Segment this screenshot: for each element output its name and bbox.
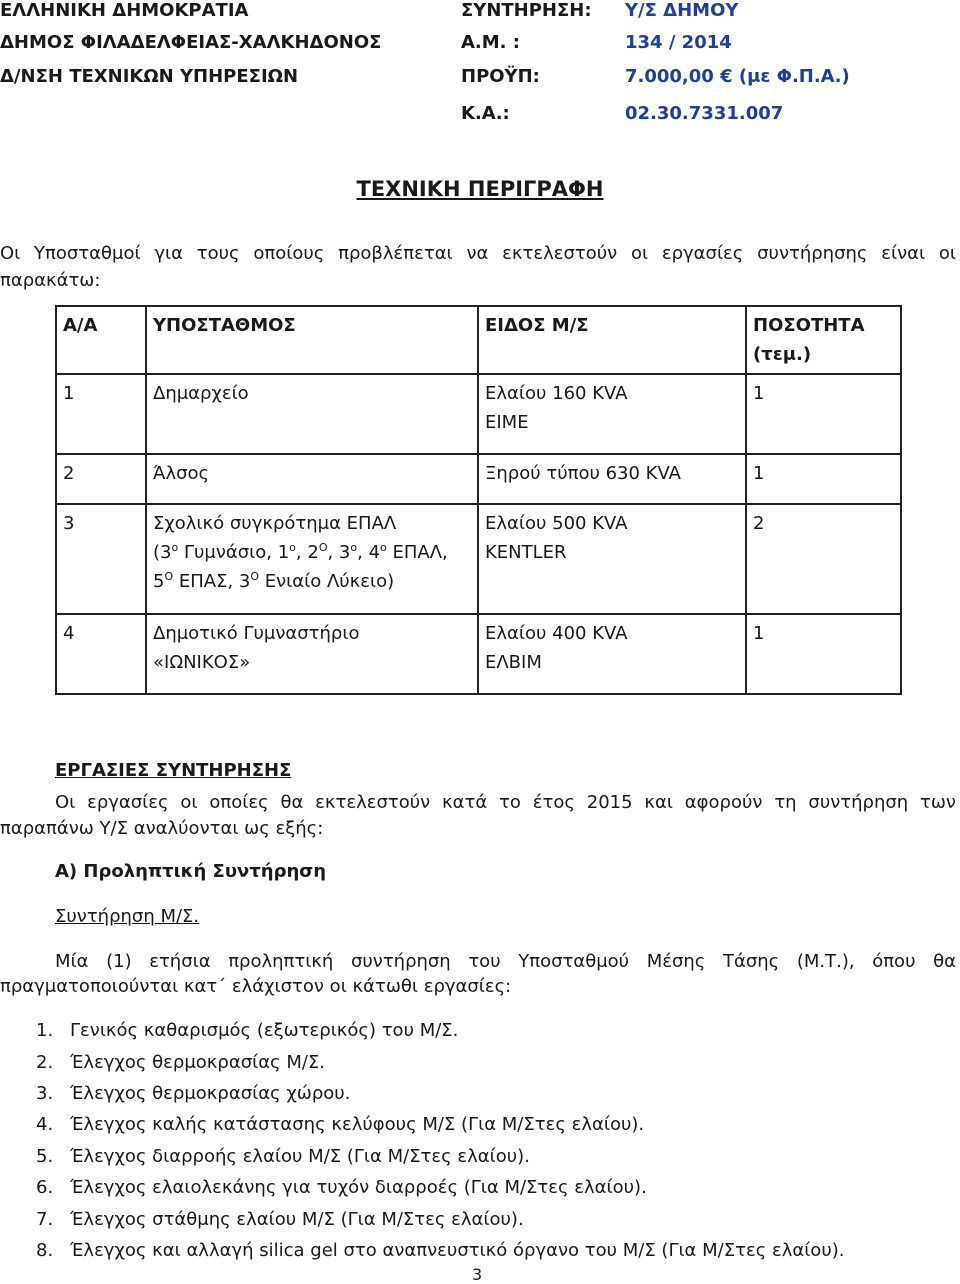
header-org-line3: Δ/ΝΣΗ ΤΕΧΝΙΚΩΝ ΥΠΗΡΕΣΙΩΝ [0,66,299,87]
intro-line-2: παρακάτω: [0,270,101,291]
cell-station: Δημαρχείο [146,374,478,454]
cell-station: Άλσος [146,454,478,504]
header-value-am: 134 / 2014 [625,32,732,53]
list-item: 4. Έλεγχος καλής κατάστασης κελύφους Μ/Σ (Για Μ/Στες ελαίου). [36,1114,645,1135]
cell-qty: 1 [746,454,901,504]
list-item: 6. Έλεγχος ελαιολεκάνης για τυχόν διαρροές (Για Μ/Στες ελαίου). [36,1177,647,1198]
cell-type: Ελαίου 160 KVA ΕΙΜΕ [478,374,746,454]
cell-station: Δημοτικό Γυμναστήριο «ΙΩΝΙΚΟΣ» [146,614,478,694]
desc-line-1: Μία (1) ετήσια προληπτική συντήρηση του Υποσταθμού Μέσης Τάσης (Μ.Τ.), όπου θα [55,951,956,972]
table-row [56,454,901,504]
preventive-heading: Α) Προληπτική Συντήρηση [55,861,327,882]
col-header-qty: ΠΟΣΟΤΗΤΑ (τεμ.) [746,306,901,374]
header-value-ka: 02.30.7331.007 [625,103,784,124]
table-row [56,504,901,614]
list-item: 3. Έλεγχος θερμοκρασίας χώρου. [36,1083,351,1104]
cell-qty: 2 [746,504,901,614]
col-header-station: ΥΠΟΣΤΑΘΜΟΣ [146,306,478,374]
table-row [56,614,901,694]
header-label-budget: ΠΡΟΫΠ: [461,66,540,87]
header-org-line2: ΔΗΜΟΣ ΦΙΛΑΔΕΛΦΕΙΑΣ-ΧΑΛΚΗΔΟΝΟΣ [0,32,382,53]
header-value-maintenance: Υ/Σ ΔΗΜΟΥ [625,0,739,21]
cell-type: Ξηρού τύπου 630 KVA [478,454,746,504]
cell-aa: 2 [56,454,146,504]
header-label-maintenance: ΣΥΝΤΗΡΗΣΗ: [461,0,592,21]
list-item: 8. Έλεγχος και αλλαγή silica gel στο αναπνευστικό όργανο του Μ/Σ (Για Μ/Στες ελαίου). [36,1240,845,1261]
intro-line-1: Οι Υποσταθμοί για τους οποίους προβλέπεται να εκτελεστούν οι εργασίες συντήρησης είναι οι [0,243,956,264]
col-header-aa: Α/Α [56,306,146,374]
station-line: $5^O$ ΕΠΑΣ, $3^O$ Ενιαίο Λύκειο) [153,570,395,592]
header-label-ka: Κ.Α.: [461,103,510,124]
cell-aa: 4 [56,614,146,694]
cell-aa: 1 [56,374,146,454]
header-label-am: Α.Μ. : [461,32,520,53]
station-line: Σχολικό συγκρότημα ΕΠΑΛ [153,513,397,534]
header-value-budget: 7.000,00 € (με Φ.Π.Α.) [625,66,850,87]
list-item: 7. Έλεγχος στάθμης ελαίου Μ/Σ (Για Μ/Στες ελαίου). [36,1209,524,1230]
cell-type: Ελαίου 500 KVA KENTLER [478,504,746,614]
list-item: 1. Γενικός καθαρισμός (εξωτερικός) του Μ/Σ. [36,1020,459,1041]
substations-table [55,305,902,695]
table-header-row [56,306,901,374]
works-para-line-2: παραπάνω Υ/Σ αναλύονται ως εξής: [0,818,324,839]
col-header-type: ΕΙΔΟΣ Μ/Σ [478,306,746,374]
table-row [56,374,901,454]
header-org-line1: ΕΛΛΗΝΙΚΗ ΔΗΜΟΚΡΑΤΙΑ [0,0,249,21]
cell-type: Ελαίου 400 KVA ΕΛΒΙΜ [478,614,746,694]
list-item: 5. Έλεγχος διαρροής ελαίου Μ/Σ (Για Μ/Στες ελαίου). [36,1146,530,1167]
cell-aa: 3 [56,504,146,614]
page-number: 3 [472,1265,483,1284]
transformer-maintenance-label: Συντήρηση Μ/Σ. [55,906,200,927]
cell-station [146,504,478,614]
works-para-line-1: Οι εργασίες οι οποίες θα εκτελεστούν κατά το έτος 2015 και αφορούν τη συντήρηση των [55,792,956,813]
list-item: 2. Έλεγχος θερμοκρασίας Μ/Σ. [36,1052,326,1073]
cell-qty: 1 [746,374,901,454]
station-line: ($3^o$ Γυμνάσιο, $1^o$, $2^O$, $3^o$, $4^o$ ΕΠΑΛ, [153,541,448,563]
cell-qty: 1 [746,614,901,694]
works-heading: ΕΡΓΑΣΙΕΣ ΣΥΝΤΗΡΗΣΗΣ [55,760,292,781]
desc-line-2: πραγματοποιούνται κατ΄ ελάχιστον οι κάτωθι εργασίες: [0,976,512,997]
page-title: ΤΕΧΝΙΚΗ ΠΕΡΙΓΡΑΦΗ [356,177,604,201]
